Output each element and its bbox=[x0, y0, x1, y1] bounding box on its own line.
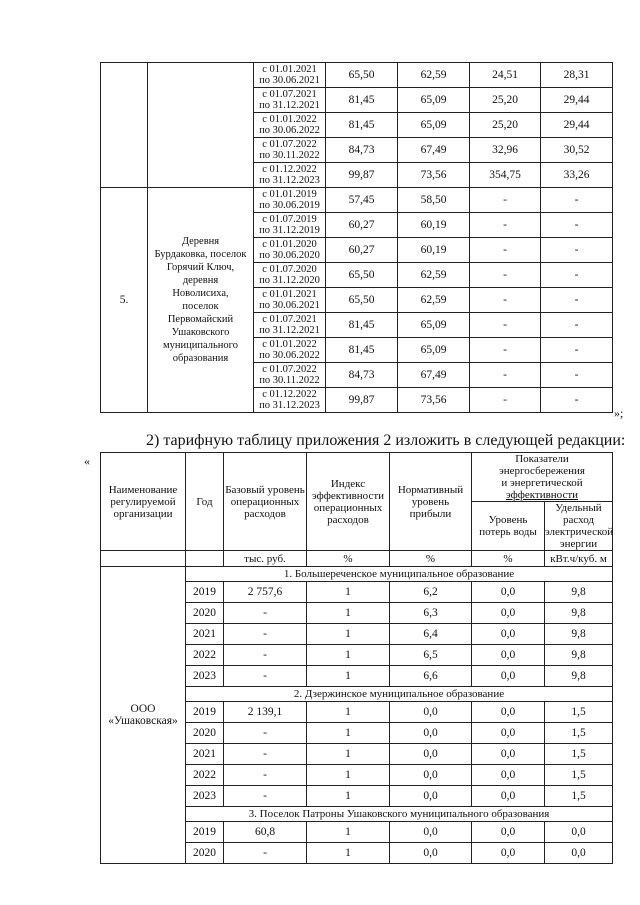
period-cell bbox=[254, 163, 326, 188]
text-line: по 31.12.2019 bbox=[259, 225, 320, 236]
value-cell: 6,3 bbox=[390, 603, 472, 624]
text-line: уровень bbox=[411, 495, 450, 508]
text-line: операционных bbox=[313, 501, 383, 514]
text-line: Показатели bbox=[515, 453, 569, 465]
text-line: с 01.01.2022 bbox=[262, 113, 317, 125]
text-line: по 30.06.2022 bbox=[259, 125, 320, 136]
value-cell: 81,45 bbox=[326, 113, 398, 138]
text-line: с 01.12.2022 bbox=[262, 388, 317, 400]
text-line: поселок bbox=[182, 301, 219, 312]
text-line: Уровень bbox=[488, 514, 528, 526]
text-line: с 01.07.2021 bbox=[262, 313, 317, 325]
value-cell: 60,27 bbox=[326, 213, 398, 238]
text-line: по 31.12.2020 bbox=[259, 275, 320, 286]
text-line: с 01.07.2021 bbox=[262, 88, 317, 100]
value-cell: - bbox=[470, 288, 541, 313]
value-cell: 65,50 bbox=[326, 263, 398, 288]
value-cell: 0,0 bbox=[472, 723, 545, 744]
value-cell: - bbox=[224, 603, 307, 624]
value-cell: 2023 bbox=[186, 666, 224, 687]
value-cell: - bbox=[541, 388, 613, 413]
value-cell: - bbox=[541, 338, 613, 363]
value-cell: 65,09 bbox=[398, 113, 470, 138]
value-cell: 2019 bbox=[186, 822, 224, 843]
value-cell: 1 bbox=[307, 786, 390, 807]
text-line: и энергетической bbox=[501, 477, 583, 489]
text-line: по 31.12.2021 bbox=[259, 100, 320, 111]
period-cell bbox=[254, 313, 326, 338]
value-cell: 2020 bbox=[186, 723, 224, 744]
text-line: муниципального bbox=[163, 340, 238, 351]
text-line: по 30.06.2022 bbox=[259, 350, 320, 361]
period-cell bbox=[254, 388, 326, 413]
text-line: Ушаковского bbox=[171, 327, 230, 338]
text-line: Удельный bbox=[555, 502, 602, 514]
value-cell: 0,0 bbox=[545, 822, 613, 843]
value-cell: 2 139,1 bbox=[224, 702, 307, 723]
header-specific-energy bbox=[545, 502, 613, 551]
value-cell: 32,96 bbox=[470, 138, 541, 163]
value-cell: - bbox=[470, 363, 541, 388]
text-line: организации bbox=[113, 507, 173, 520]
header-normative-profit bbox=[390, 453, 472, 551]
value-cell: 73,56 bbox=[398, 388, 470, 413]
value-cell: - bbox=[470, 213, 541, 238]
value-cell: 62,59 bbox=[398, 263, 470, 288]
value-cell: - bbox=[470, 238, 541, 263]
value-cell: - bbox=[470, 388, 541, 413]
value-cell: 65,09 bbox=[398, 313, 470, 338]
value-cell: 0,0 bbox=[390, 822, 472, 843]
text-line: по 31.12.2023 bbox=[259, 175, 320, 186]
text-line: с 01.12.2022 bbox=[262, 163, 317, 175]
value-cell: 1 bbox=[307, 645, 390, 666]
text-line: с 01.07.2019 bbox=[262, 213, 317, 225]
text-line: по 30.06.2021 bbox=[259, 300, 320, 311]
section-title: 2. Дзержинское муниципальное образование bbox=[186, 687, 613, 702]
value-cell: 81,45 bbox=[326, 88, 398, 113]
header-base-level bbox=[224, 453, 307, 551]
text-line: Нормативный bbox=[397, 483, 464, 496]
value-cell: - bbox=[541, 213, 613, 238]
value-cell: 60,8 bbox=[224, 822, 307, 843]
value-cell: 0,0 bbox=[472, 666, 545, 687]
text-line: расходов bbox=[244, 507, 286, 520]
text-line: по 30.06.2020 bbox=[259, 250, 320, 261]
section-row bbox=[101, 567, 613, 582]
section-heading: 2) тарифную таблицу приложения 2 изложить в следующей редакции: bbox=[146, 432, 626, 449]
period-cell bbox=[254, 188, 326, 213]
value-cell: 0,0 bbox=[472, 582, 545, 603]
text-line: Бурдаковка, поселок bbox=[154, 249, 247, 260]
value-cell: 62,59 bbox=[398, 288, 470, 313]
text-line: по 30.11.2022 bbox=[259, 150, 320, 161]
value-cell: 0,0 bbox=[390, 744, 472, 765]
value-cell: 2019 bbox=[186, 702, 224, 723]
value-cell: 0,0 bbox=[390, 723, 472, 744]
value-cell: 0,0 bbox=[390, 786, 472, 807]
text-line: «Ушаковская» bbox=[108, 715, 178, 727]
text-line: по 30.11.2022 bbox=[259, 375, 320, 386]
value-cell: - bbox=[224, 666, 307, 687]
value-cell: 0,0 bbox=[472, 624, 545, 645]
text-line: по 30.06.2019 bbox=[259, 200, 320, 211]
text-line: по 31.12.2023 bbox=[259, 400, 320, 411]
value-cell: 1 bbox=[307, 702, 390, 723]
value-cell: 30,52 bbox=[541, 138, 613, 163]
value-cell: 84,73 bbox=[326, 138, 398, 163]
item-name-cell bbox=[148, 63, 254, 188]
value-cell: 58,50 bbox=[398, 188, 470, 213]
value-cell: 0,0 bbox=[545, 843, 613, 864]
value-cell: - bbox=[224, 645, 307, 666]
text-line: регулируемой bbox=[110, 495, 176, 508]
text-line: с 01.01.2020 bbox=[262, 238, 317, 250]
value-cell: 67,49 bbox=[398, 138, 470, 163]
opening-quote-mark: « bbox=[84, 454, 90, 468]
value-cell: 24,51 bbox=[470, 63, 541, 88]
value-cell: - bbox=[470, 338, 541, 363]
value-cell: - bbox=[224, 723, 307, 744]
value-cell: - bbox=[541, 288, 613, 313]
value-cell: - bbox=[470, 263, 541, 288]
value-cell: 2019 bbox=[186, 582, 224, 603]
value-cell: 9,8 bbox=[545, 645, 613, 666]
value-cell: 62,59 bbox=[398, 63, 470, 88]
value-cell: 1 bbox=[307, 723, 390, 744]
value-cell: 0,0 bbox=[472, 786, 545, 807]
value-cell: 1 bbox=[307, 765, 390, 786]
value-cell: 84,73 bbox=[326, 363, 398, 388]
table-row bbox=[101, 63, 613, 88]
value-cell: 99,87 bbox=[326, 388, 398, 413]
value-cell: 99,87 bbox=[326, 163, 398, 188]
value-cell: 9,8 bbox=[545, 666, 613, 687]
period-cell bbox=[254, 363, 326, 388]
value-cell: 33,26 bbox=[541, 163, 613, 188]
header-year: Год bbox=[186, 453, 224, 551]
section-title: 1. Большереченское муниципальное образование bbox=[186, 567, 613, 582]
header-efficiency-index bbox=[307, 453, 390, 551]
value-cell: 73,56 bbox=[398, 163, 470, 188]
unit-cell: % bbox=[307, 551, 390, 567]
value-cell: - bbox=[224, 843, 307, 864]
value-cell: - bbox=[541, 238, 613, 263]
text-line: эффективности bbox=[311, 489, 385, 502]
value-cell: 0,0 bbox=[472, 822, 545, 843]
unit-cell: кВт.ч/куб. м bbox=[545, 551, 613, 567]
text-line: эффективности bbox=[505, 489, 579, 501]
value-cell: 6,5 bbox=[390, 645, 472, 666]
item-number-cell bbox=[101, 63, 148, 188]
text-line: с 01.07.2022 bbox=[262, 138, 317, 150]
item-name-cell bbox=[148, 188, 254, 413]
text-line: Первомайский bbox=[167, 314, 234, 325]
value-cell: 65,09 bbox=[398, 338, 470, 363]
value-cell: 0,0 bbox=[472, 744, 545, 765]
text-line: деревня bbox=[182, 275, 219, 286]
period-cell bbox=[254, 213, 326, 238]
text-line: операционных bbox=[230, 495, 300, 508]
period-cell bbox=[254, 113, 326, 138]
text-line: расход bbox=[563, 514, 594, 526]
value-cell: 60,19 bbox=[398, 213, 470, 238]
value-cell: 9,8 bbox=[545, 582, 613, 603]
value-cell: 28,31 bbox=[541, 63, 613, 88]
value-cell: 1 bbox=[307, 843, 390, 864]
tariff-table-appendix-2 bbox=[100, 452, 613, 864]
item-number-cell: 5. bbox=[101, 188, 148, 413]
value-cell: 2022 bbox=[186, 645, 224, 666]
value-cell: 1 bbox=[307, 666, 390, 687]
value-cell: 57,45 bbox=[326, 188, 398, 213]
value-cell: - bbox=[224, 765, 307, 786]
text-line: прибыли bbox=[409, 507, 452, 520]
value-cell: 1 bbox=[307, 744, 390, 765]
value-cell: - bbox=[224, 786, 307, 807]
value-cell: - bbox=[541, 313, 613, 338]
header-energy-group bbox=[472, 453, 613, 502]
value-cell: 0,0 bbox=[472, 765, 545, 786]
value-cell: 354,75 bbox=[470, 163, 541, 188]
period-cell bbox=[254, 88, 326, 113]
text-line: энергии bbox=[559, 538, 598, 550]
value-cell: 0,0 bbox=[472, 702, 545, 723]
text-line: по 31.12.2021 bbox=[259, 325, 320, 336]
period-cell bbox=[254, 338, 326, 363]
text-line: с 01.07.2020 bbox=[262, 263, 317, 275]
period-cell bbox=[254, 263, 326, 288]
period-cell bbox=[254, 138, 326, 163]
value-cell: 65,09 bbox=[398, 88, 470, 113]
unit-cell: % bbox=[472, 551, 545, 567]
text-line: электрической bbox=[545, 526, 614, 538]
text-line: ООО bbox=[130, 703, 156, 715]
text-line: с 01.01.2019 bbox=[262, 188, 317, 200]
value-cell: 9,8 bbox=[545, 624, 613, 645]
value-cell: 2021 bbox=[186, 744, 224, 765]
value-cell: 6,6 bbox=[390, 666, 472, 687]
value-cell: - bbox=[541, 363, 613, 388]
unit-cell bbox=[101, 551, 186, 567]
value-cell: 67,49 bbox=[398, 363, 470, 388]
value-cell: 1,5 bbox=[545, 765, 613, 786]
header-org bbox=[101, 453, 186, 551]
value-cell: 1 bbox=[307, 822, 390, 843]
value-cell: 25,20 bbox=[470, 88, 541, 113]
text-line: образования bbox=[172, 353, 229, 364]
value-cell: 1,5 bbox=[545, 786, 613, 807]
value-cell: 0,0 bbox=[472, 603, 545, 624]
value-cell: 25,20 bbox=[470, 113, 541, 138]
value-cell: 6,2 bbox=[390, 582, 472, 603]
unit-cell: тыс. руб. bbox=[224, 551, 307, 567]
section-title: 3. Поселок Патроны Ушаковского муниципального образования bbox=[186, 807, 613, 822]
value-cell: - bbox=[224, 624, 307, 645]
header-water-loss bbox=[472, 502, 545, 551]
value-cell: 2023 bbox=[186, 786, 224, 807]
value-cell: 1,5 bbox=[545, 702, 613, 723]
text-line: с 01.01.2021 bbox=[262, 63, 317, 75]
text-line: энергосбережения bbox=[499, 465, 585, 477]
value-cell: 0,0 bbox=[390, 843, 472, 864]
text-line: по 30.06.2021 bbox=[259, 75, 320, 86]
table-row bbox=[101, 188, 613, 213]
value-cell: 65,50 bbox=[326, 288, 398, 313]
text-line: с 01.01.2022 bbox=[262, 338, 317, 350]
value-cell: 1 bbox=[307, 603, 390, 624]
text-line: расходов bbox=[327, 513, 369, 526]
value-cell: 0,0 bbox=[472, 645, 545, 666]
value-cell: 1 bbox=[307, 582, 390, 603]
value-cell: - bbox=[541, 263, 613, 288]
closing-quote-mark: »; bbox=[614, 406, 624, 420]
text-line: Базовый уровень bbox=[225, 483, 305, 496]
period-cell bbox=[254, 288, 326, 313]
value-cell: - bbox=[541, 188, 613, 213]
value-cell: 0,0 bbox=[390, 702, 472, 723]
text-line: Наименование bbox=[108, 483, 178, 496]
org-name-cell bbox=[101, 567, 186, 864]
value-cell: 81,45 bbox=[326, 313, 398, 338]
unit-cell: % bbox=[390, 551, 472, 567]
value-cell: 6,4 bbox=[390, 624, 472, 645]
text-line: с 01.07.2022 bbox=[262, 363, 317, 375]
value-cell: 2 757,6 bbox=[224, 582, 307, 603]
value-cell: - bbox=[470, 188, 541, 213]
value-cell: 60,27 bbox=[326, 238, 398, 263]
value-cell: 29,44 bbox=[541, 88, 613, 113]
value-cell: 1 bbox=[307, 624, 390, 645]
value-cell: 9,8 bbox=[545, 603, 613, 624]
value-cell: 1,5 bbox=[545, 744, 613, 765]
period-cell bbox=[254, 63, 326, 88]
value-cell: 0,0 bbox=[472, 843, 545, 864]
tariff-table-continued bbox=[100, 62, 613, 413]
value-cell: 0,0 bbox=[390, 765, 472, 786]
value-cell: 65,50 bbox=[326, 63, 398, 88]
value-cell: 2022 bbox=[186, 765, 224, 786]
text-line: Новолисиха, bbox=[172, 288, 229, 299]
text-line: Горячий Ключ, bbox=[166, 262, 235, 273]
text-line: Индекс bbox=[330, 477, 366, 490]
text-line: потерь воды bbox=[479, 526, 537, 538]
value-cell: - bbox=[470, 313, 541, 338]
value-cell: 60,19 bbox=[398, 238, 470, 263]
value-cell: 29,44 bbox=[541, 113, 613, 138]
text-line: с 01.01.2021 bbox=[262, 288, 317, 300]
value-cell: 2020 bbox=[186, 843, 224, 864]
value-cell: - bbox=[224, 744, 307, 765]
unit-cell bbox=[186, 551, 224, 567]
text-line: Деревня bbox=[181, 236, 220, 247]
period-cell bbox=[254, 238, 326, 263]
value-cell: 2020 bbox=[186, 603, 224, 624]
value-cell: 81,45 bbox=[326, 338, 398, 363]
value-cell: 2021 bbox=[186, 624, 224, 645]
value-cell: 1,5 bbox=[545, 723, 613, 744]
